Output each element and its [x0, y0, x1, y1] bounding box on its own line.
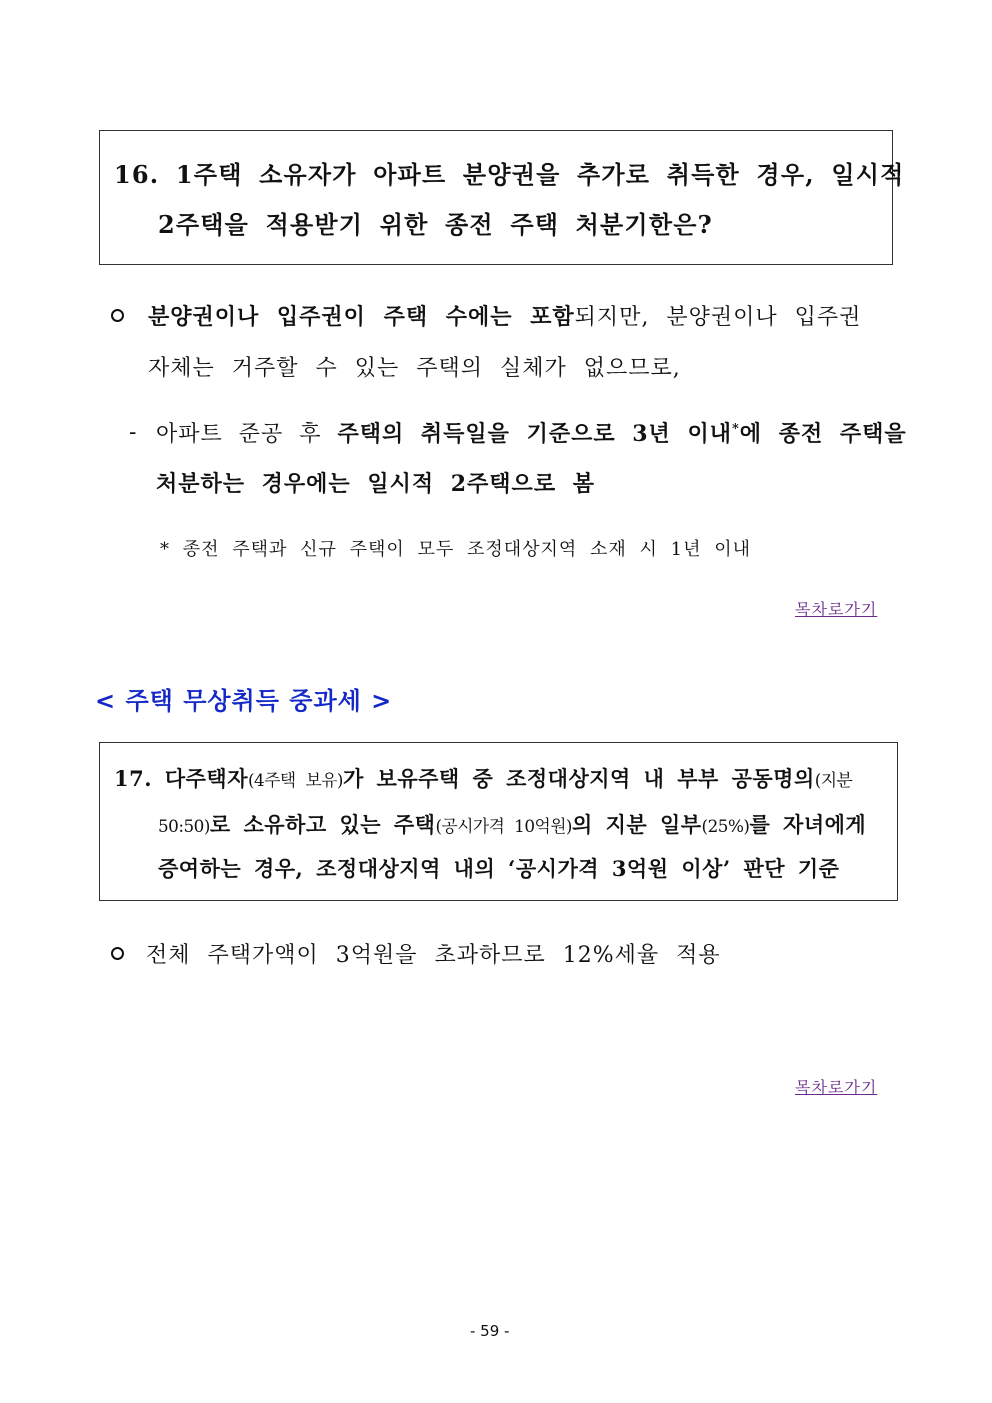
q17-main-1: 가 보유주택 중 조정대상지역 내 부부 공동명의: [342, 766, 815, 791]
page-number: - 59 -: [470, 1322, 510, 1340]
q17-main-3: 의 지분 일부: [571, 812, 702, 837]
answer-16-bold-text: 분양권이나 입주권이 주택 수에는 포함: [148, 304, 575, 330]
answer-16-sub-line-1: [156, 417, 907, 448]
answer-16-line-2: 자체는 거주할 수 있는 주택의 실체가 없으므로,: [148, 356, 681, 381]
footnote-star: *: [731, 421, 740, 437]
table-of-contents-link[interactable]: 목차로가기: [795, 600, 878, 619]
question-17-box: [99, 742, 898, 901]
q17-paren-4: (공시가격 10억원): [435, 816, 572, 836]
answer-17-text: 전체 주택가액이 3억원을 초과하므로 12%세율 적용: [146, 943, 721, 968]
question-16-box: [99, 130, 905, 265]
question-17-line-1: [114, 763, 852, 793]
question-16-line-1: 16. 1주택 소유자가 아파트 분양권을 추가로 취득한 경우, 일시적: [114, 160, 905, 189]
circle-bullet-icon: [111, 309, 124, 322]
q17-number-subject: 17. 다주택자: [114, 766, 248, 791]
answer-16-line-1: [148, 300, 861, 331]
sub-line-1-plain: 아파트 준공 후: [156, 422, 338, 447]
q17-main-4: 를 자녀에게: [749, 812, 867, 837]
answer-16-sub-line-2: 처분하는 경우에는 일시적 2주택으로 봄: [156, 471, 595, 497]
sub-line-1-bold-end: 에 종전 주택을: [739, 421, 907, 447]
q17-paren-3: 50:50): [158, 816, 210, 836]
table-of-contents-link[interactable]: 목차로가기: [795, 1078, 878, 1097]
question-16-line-2: 2주택을 적용받기 위한 종전 주택 처분기한은?: [158, 210, 713, 239]
footnote-text: * 종전 주택과 신규 주택이 모두 조정대상지역 소재 시 1년 이내: [160, 539, 751, 560]
q17-paren-1: (4주택 보유): [248, 770, 343, 790]
answer-16-rest-text: 되지만, 분양권이나 입주권: [574, 305, 862, 330]
q17-paren-2: (지분: [814, 770, 853, 790]
sub-line-1-bold: 주택의 취득일을 기준으로 3년 이내: [337, 421, 732, 447]
section-title: < 주택 무상취득 중과세 >: [95, 687, 393, 715]
circle-bullet-icon: [111, 947, 124, 960]
dash-bullet: -: [129, 420, 137, 445]
q17-main-2: 로 소유하고 있는 주택: [209, 812, 436, 837]
q17-paren-5: (25%): [701, 816, 750, 836]
question-17-line-2: [158, 809, 866, 839]
question-17-line-3: 증여하는 경우, 조정대상지역 내의 ‘공시가격 3억원 이상’ 판단 기준: [158, 856, 840, 881]
